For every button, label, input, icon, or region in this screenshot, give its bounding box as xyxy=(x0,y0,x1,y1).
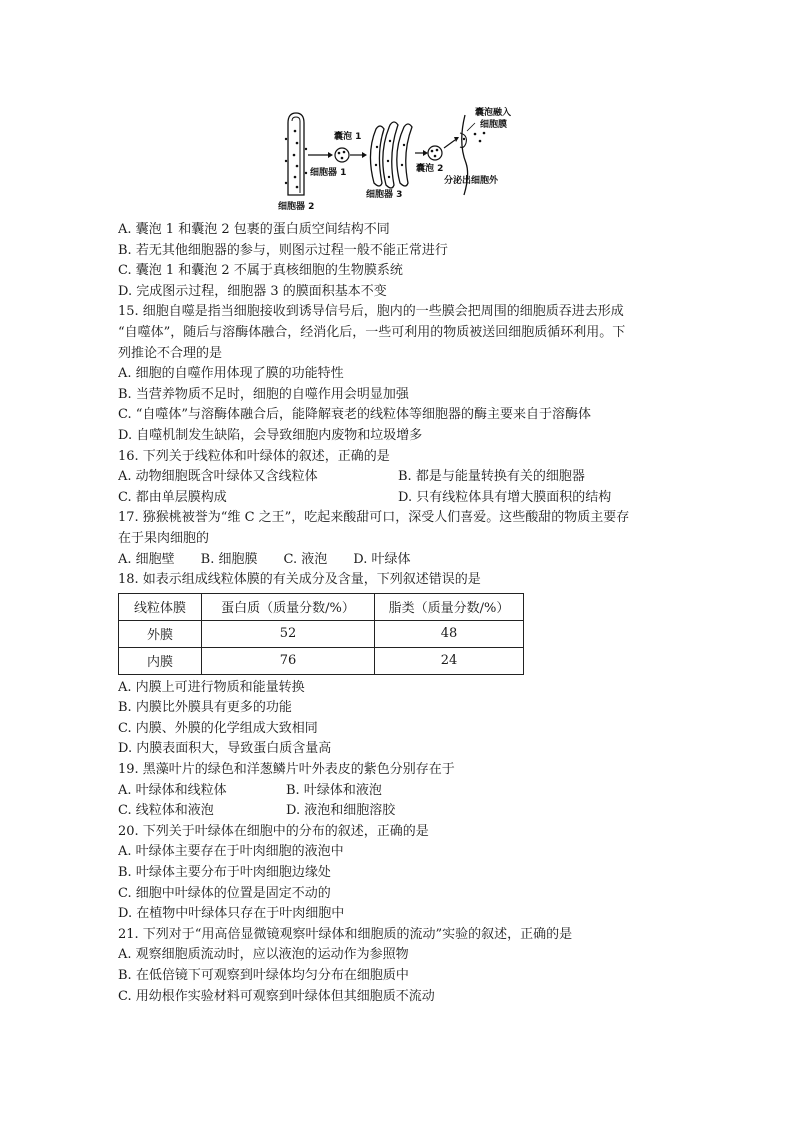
secretion-process-figure xyxy=(270,103,540,215)
table-cell: 内膜 xyxy=(119,647,202,674)
q18-option-a[interactable]: A. 内膜上可进行物质和能量转换 xyxy=(118,679,305,695)
table-header-row xyxy=(119,593,524,620)
q16-option-d[interactable]: D. 只有线粒体具有增大膜面积的结构 xyxy=(398,489,612,505)
mitochondrial-membrane-table xyxy=(118,593,524,675)
question-content xyxy=(118,220,678,1007)
q15-stem-line-3: 列推论不合理的是 xyxy=(118,345,223,361)
q21-stem: 21. 下列对于“用高倍显微镜观察叶绿体和细胞质的流动”实验的叙述，正确的是 xyxy=(118,926,573,942)
q19-options-row-1 xyxy=(118,781,678,802)
q15-option-a[interactable]: A. 细胞的自噬作用体现了膜的功能特性 xyxy=(118,366,344,382)
q19-option-d[interactable]: D. 液泡和细胞溶胶 xyxy=(286,803,396,819)
arrow-4 xyxy=(444,140,455,148)
q20-option-a[interactable]: A. 叶绿体主要存在于叶肉细胞的液泡中 xyxy=(118,844,344,860)
label-cell-membrane: 细胞膜 xyxy=(480,120,508,130)
q20-option-b[interactable]: B. 叶绿体主要分布于叶肉细胞边缘处 xyxy=(118,865,331,881)
fusing-vesicle xyxy=(460,133,466,148)
vesicle-1-shape xyxy=(335,148,349,162)
q18-option-d[interactable]: D. 内膜表面积大，导致蛋白质含量高 xyxy=(118,741,332,757)
label-vesicle-1: 囊泡 1 xyxy=(334,132,362,142)
table-header-cell: 蛋白质（质量分数/%） xyxy=(202,593,375,620)
organelle-2-shape xyxy=(288,113,304,195)
label-organelle-2: 细胞器 2 xyxy=(278,202,315,212)
q19-options-row-2 xyxy=(118,801,678,822)
arrow-4-head xyxy=(454,137,459,142)
q19-option-a[interactable]: A. 叶绿体和线粒体 xyxy=(118,782,227,798)
q14-option-b[interactable]: B. 若无其他细胞器的参与，则图示过程一般不能正常进行 xyxy=(118,242,448,258)
q19-stem: 19. 黑藻叶片的绿色和洋葱鳞片叶外表皮的紫色分别存在于 xyxy=(118,762,455,778)
q15-stem-line-1: 15. 细胞自噬是指当细胞接收到诱导信号后，胞内的一些膜会把周围的细胞质吞进去形成 xyxy=(118,304,624,320)
q17-option-d[interactable]: D. 叶绿体 xyxy=(353,551,411,567)
q17-option-a[interactable]: A. 细胞壁 xyxy=(118,551,175,567)
label-secrete: 分泌出细胞外 xyxy=(444,176,499,186)
q15-option-c[interactable]: C. “自噬体”与溶酶体融合后，能降解衰老的线粒体等细胞器的酶主要来自于溶酶体 xyxy=(118,407,592,423)
q16-stem: 16. 下列关于线粒体和叶绿体的叙述，正确的是 xyxy=(118,448,390,464)
table-cell: 外膜 xyxy=(119,620,202,647)
q20-stem: 20. 下列关于叶绿体在细胞中的分布的叙述，正确的是 xyxy=(118,823,429,839)
question-15 xyxy=(118,302,678,446)
table-cell: 52 xyxy=(202,620,375,647)
q17-stem-line-1: 17. 猕猴桃被誉为“维 C 之王”，吃起来酸甜可口，深受人们喜爱。这些酸甜的物质主要存 xyxy=(118,510,630,526)
q21-option-c[interactable]: C. 用幼根作实验材料可观察到叶绿体但其细胞质不流动 xyxy=(118,988,435,1004)
table-row xyxy=(119,647,524,674)
q21-option-b[interactable]: B. 在低倍镜下可观察到叶绿体均匀分布在细胞质中 xyxy=(118,968,409,983)
membrane-leader-line xyxy=(467,123,475,131)
table-cell: 76 xyxy=(202,647,375,674)
q19-option-c[interactable]: C. 线粒体和液泡 xyxy=(118,803,214,819)
q17-stem-line-2: 在于果肉细胞的 xyxy=(118,530,210,546)
table-header-cell: 线粒体膜 xyxy=(119,593,202,620)
q18-stem: 18. 如表示组成线粒体膜的有关成分及含量，下列叙述错误的是 xyxy=(118,572,481,588)
table-cell: 48 xyxy=(375,620,524,647)
question-18 xyxy=(118,570,678,760)
q16-option-c[interactable]: C. 都由单层膜构成 xyxy=(118,489,227,505)
question-14-options xyxy=(118,220,678,302)
table-header-cell: 脂类（质量分数/%） xyxy=(375,593,524,620)
arrow-2-head xyxy=(362,152,367,158)
label-vesicle-2: 囊泡 2 xyxy=(416,164,444,174)
question-20 xyxy=(118,822,678,925)
q15-option-d[interactable]: D. 自噬机制发生缺陷，会导致细胞内废物和垃圾增多 xyxy=(118,427,423,443)
q14-option-d[interactable]: D. 完成图示过程，细胞器 3 的膜面积基本不变 xyxy=(118,283,387,299)
q17-options-row xyxy=(118,550,678,571)
q15-stem-line-2: “自噬体”，随后与溶酶体融合，经消化后，一些可利用的物质被送回细胞质循环利用。下 xyxy=(118,324,626,340)
q19-option-b[interactable]: B. 叶绿体和液泡 xyxy=(286,782,382,798)
q20-option-c[interactable]: C. 细胞中叶绿体的位置是固定不动的 xyxy=(118,885,331,901)
q17-option-c[interactable]: C. 液泡 xyxy=(283,551,328,567)
q16-options-row-2 xyxy=(118,488,678,509)
table-cell: 24 xyxy=(375,647,524,674)
question-16 xyxy=(118,447,678,509)
table-row xyxy=(119,620,524,647)
q14-option-c[interactable]: C. 囊泡 1 和囊泡 2 不属于真核细胞的生物膜系统 xyxy=(118,263,403,279)
q16-options-row-1 xyxy=(118,467,678,488)
label-organelle-1: 细胞器 1 xyxy=(310,168,347,178)
arrow-3-head xyxy=(423,150,428,156)
question-19 xyxy=(118,760,678,822)
label-organelle-3: 细胞器 3 xyxy=(366,190,403,200)
q21-option-a[interactable]: A. 观察细胞质流动时，应以液泡的运动作为参照物 xyxy=(118,947,409,963)
organelle-3-shape xyxy=(370,122,412,188)
q20-option-d[interactable]: D. 在植物中叶绿体只存在于叶肉细胞中 xyxy=(118,906,345,922)
vesicle-2-shape xyxy=(428,146,442,160)
secretion-diagram xyxy=(270,103,540,215)
arrow-1-head xyxy=(328,152,333,158)
q14-option-a[interactable]: A. 囊泡 1 和囊泡 2 包裹的蛋白质空间结构不同 xyxy=(118,222,390,237)
q16-option-b[interactable]: B. 都是与能量转换有关的细胞器 xyxy=(398,469,585,485)
q17-option-b[interactable]: B. 细胞膜 xyxy=(200,551,258,567)
q15-option-b[interactable]: B. 当营养物质不足时，细胞的自噬作用会明显加强 xyxy=(118,386,409,402)
q18-option-b[interactable]: B. 内膜比外膜具有更多的功能 xyxy=(118,700,292,716)
q16-option-a[interactable]: A. 动物细胞既含叶绿体又含线粒体 xyxy=(118,469,318,485)
question-17 xyxy=(118,508,678,570)
question-21 xyxy=(118,925,678,1007)
label-vesicle-fuse: 囊泡融入 xyxy=(475,108,512,118)
q18-option-c[interactable]: C. 内膜、外膜的化学组成大致相同 xyxy=(118,720,318,736)
